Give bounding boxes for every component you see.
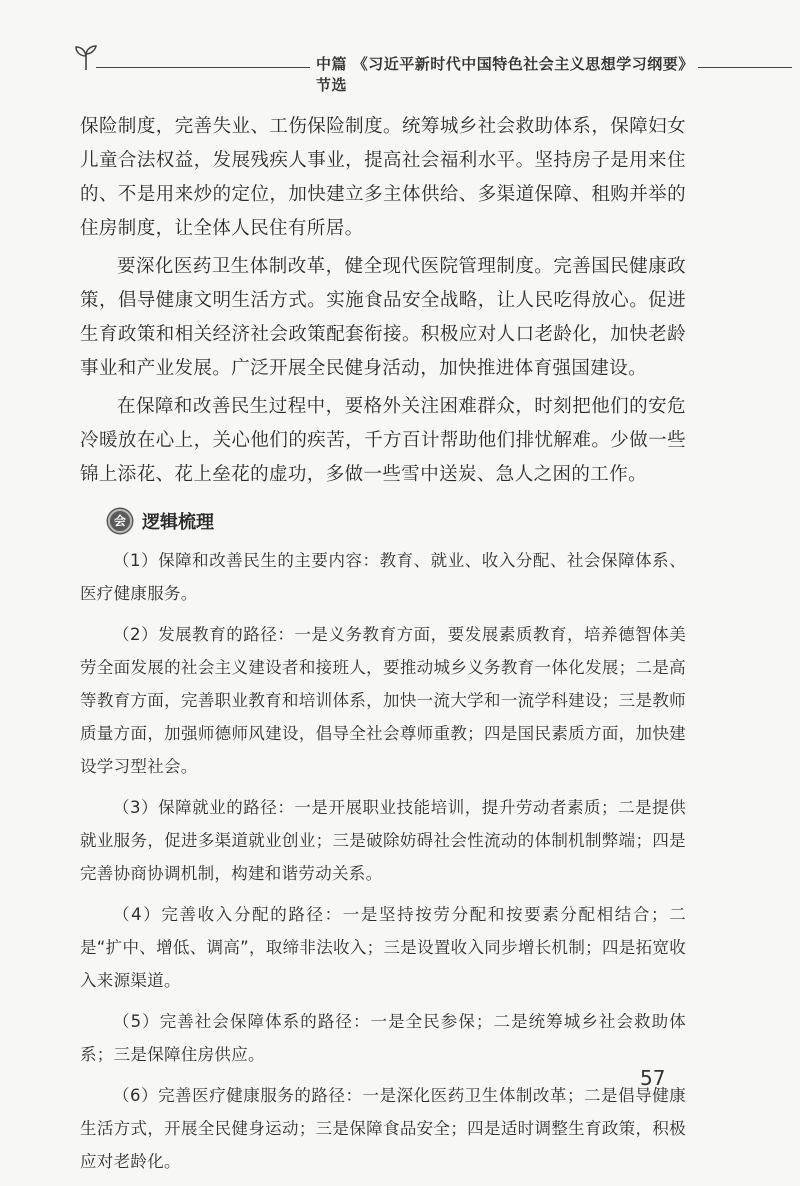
page-number: 57 [640, 1066, 666, 1090]
page-body [80, 110, 686, 1186]
list-item: （6）完善医疗健康服务的路径：一是深化医药卫生体制改革；二是倡导健康生活方式，开展全民健身运动；三是保障食品安全；四是适时调整生育政策，积极应对老龄化。 [80, 1086, 686, 1171]
list-item: （4）完善收入分配的路径：一是坚持按劳分配和按要素分配相结合；二是“扩中、增低、调高”，取缔非法收入；三是设置收入同步增长机制；四是拓宽收入来源渠道。 [80, 905, 686, 990]
list-item: （1）保障和改善民生的主要内容：教育、就业、收入分配、社会保障体系、医疗健康服务。 [80, 551, 686, 603]
section-badge-char: 会 [113, 514, 126, 528]
list-item: （2）发展教育的路径：一是义务教育方面，要发展素质教育，培养德智体美劳全面发展的社会主义建设者和接班人，要推动城乡义务教育一体化发展；二是高等教育方面，完善职业教育和培训体系，加快一流大学和一流学科建设；三是教师质量方面，加强师德师风建设，倡导全社会尊师重教；四是国民素质方面，加快建设学习型社会。 [80, 625, 686, 776]
section-title: 逻辑梳理 [142, 512, 214, 533]
section-heading [80, 506, 686, 536]
header-title: 中篇 《习近平新时代中国特色社会主义思想学习纲要》节选 [310, 53, 702, 95]
section-badge-icon [108, 509, 132, 533]
logic-list [80, 544, 686, 1178]
header-rule-right [698, 67, 792, 68]
paragraph-continued: 保险制度，完善失业、工伤保险制度。统筹城乡社会救助体系，保障妇女儿童合法权益，发展残疾人事业，提高社会福利水平。坚持房子是用来住的、不是用来炒的定位，加快建立多主体供给、多渠道保障、租购并举的住房制度，让全体人民住有所居。 [80, 116, 686, 239]
list-item: （3）保障就业的路径：一是开展职业技能培训，提升劳动者素质；二是提供就业服务，促进多渠道就业创业；三是破除妨碍社会性流动的体制机制弊端；四是完善协商协调机制，构建和谐劳动关系。 [80, 798, 686, 883]
paragraph-medical-reform: 要深化医药卫生体制改革，健全现代医院管理制度。完善国民健康政策，倡导健康文明生活方式。实施食品安全战略，让人民吃得放心。促进生育政策和相关经济社会政策配套衔接。积极应对人口老龄化，加快老龄事业和产业发展。广泛开展全民健身活动，加快推进体育强国建设。 [80, 256, 686, 379]
paragraph-livelihood: 在保障和改善民生过程中，要格外关注困难群众，时刻把他们的安危冷暖放在心上，关心他们的疾苦，千方百计帮助他们排忧解难。少做一些锦上添花、花上垒花的虚功，多做一些雪中送炭、急人之困的工作。 [80, 396, 686, 485]
running-header [72, 40, 792, 94]
list-item: （5）完善社会保障体系的路径：一是全民参保；二是统筹城乡社会救助体系；三是保障住房供应。 [80, 1012, 686, 1064]
